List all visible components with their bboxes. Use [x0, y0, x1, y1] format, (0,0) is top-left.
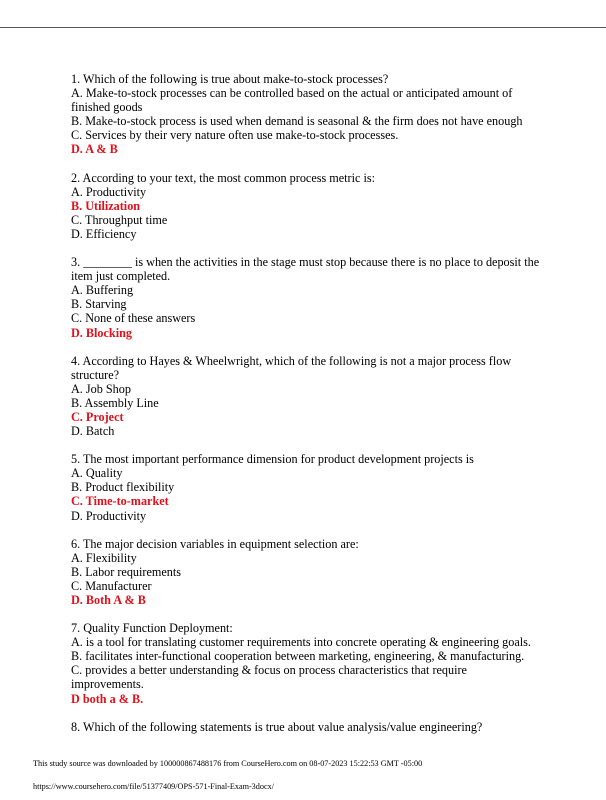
answer-option: A. Productivity: [71, 184, 147, 199]
answer-option: C. Throughput time: [71, 212, 168, 227]
correct-answer: D both a & B.: [71, 691, 144, 706]
answer-option: A. Make-to-stock processes can be controlled based on the actual or anticipated amount of finished goods: [71, 86, 513, 115]
document-body: [71, 72, 541, 748]
answer-option: B. Assembly Line: [71, 395, 159, 410]
correct-answer: D. A & B: [71, 142, 118, 157]
question-text: 1. Which of the following is true about make-to-stock processes?: [71, 72, 389, 86]
answer-option: A. Buffering: [71, 283, 134, 298]
question-4: [71, 354, 541, 439]
question-text: 6. The major decision variables in equipment selection are:: [71, 536, 359, 551]
answer-option: B. Labor requirements: [71, 564, 181, 579]
question-text: 8. Which of the following statements is true about value analysis/value engineering?: [71, 719, 483, 734]
answer-option: D. Batch: [71, 424, 115, 439]
answer-option: B. facilitates inter-functional cooperation between marketing, engineering, & manufacturing.: [71, 649, 525, 664]
source-url: https://www.coursehero.com/file/51377409/OPS-571-Final-Exam-3docx/: [33, 782, 274, 791]
top-rule: [0, 27, 606, 28]
answer-option: B. Make-to-stock process is used when demand is seasonal & the firm does not have enough: [71, 114, 523, 129]
answer-option: A. Flexibility: [71, 550, 137, 565]
question-8: [71, 720, 541, 734]
answer-option: D. Productivity: [71, 508, 147, 523]
answer-option: A. Job Shop: [71, 381, 131, 396]
question-2: [71, 171, 541, 241]
answer-option: C. Services by their very nature often use make-to-stock processes.: [71, 128, 399, 143]
question-3: [71, 255, 541, 340]
download-notice: This study source was downloaded by 100000867488176 from CourseHero.com on 08-07-2023 15:22:53 GMT -05:00: [33, 759, 423, 768]
question-1: [71, 72, 541, 157]
answer-option: C. provides a better understanding & focus on process characteristics that require improvements.: [71, 663, 467, 692]
question-5: [71, 452, 541, 522]
correct-answer: D. Blocking: [71, 325, 132, 340]
question-text: 3. ________ is when the activities in the stage must stop because there is no place to deposit the item just completed.: [71, 255, 540, 284]
answer-option: B. Product flexibility: [71, 480, 175, 495]
question-text: 2. According to your text, the most common process metric is:: [71, 170, 375, 185]
question-text: 4. According to Hayes & Wheelwright, which of the following is not a major process flow structure?: [71, 353, 512, 382]
correct-answer: C. Time-to-market: [71, 494, 169, 509]
answer-option: B. Starving: [71, 297, 127, 312]
answer-option: A. Quality: [71, 466, 123, 481]
answer-option: A. is a tool for translating customer requirements into concrete operating & engineering goals.: [71, 635, 531, 650]
correct-answer: D. Both A & B: [71, 593, 146, 607]
question-text: 7. Quality Function Deployment:: [71, 621, 233, 636]
answer-option: D. Efficiency: [71, 226, 137, 241]
question-7: [71, 621, 541, 706]
answer-option: C. Manufacturer: [71, 578, 152, 593]
question-6: [71, 537, 541, 607]
answer-option: C. None of these answers: [71, 311, 196, 326]
correct-answer: B. Utilization: [71, 198, 141, 213]
correct-answer: C. Project: [71, 409, 124, 424]
question-text: 5. The most important performance dimension for product development projects is: [71, 452, 474, 467]
